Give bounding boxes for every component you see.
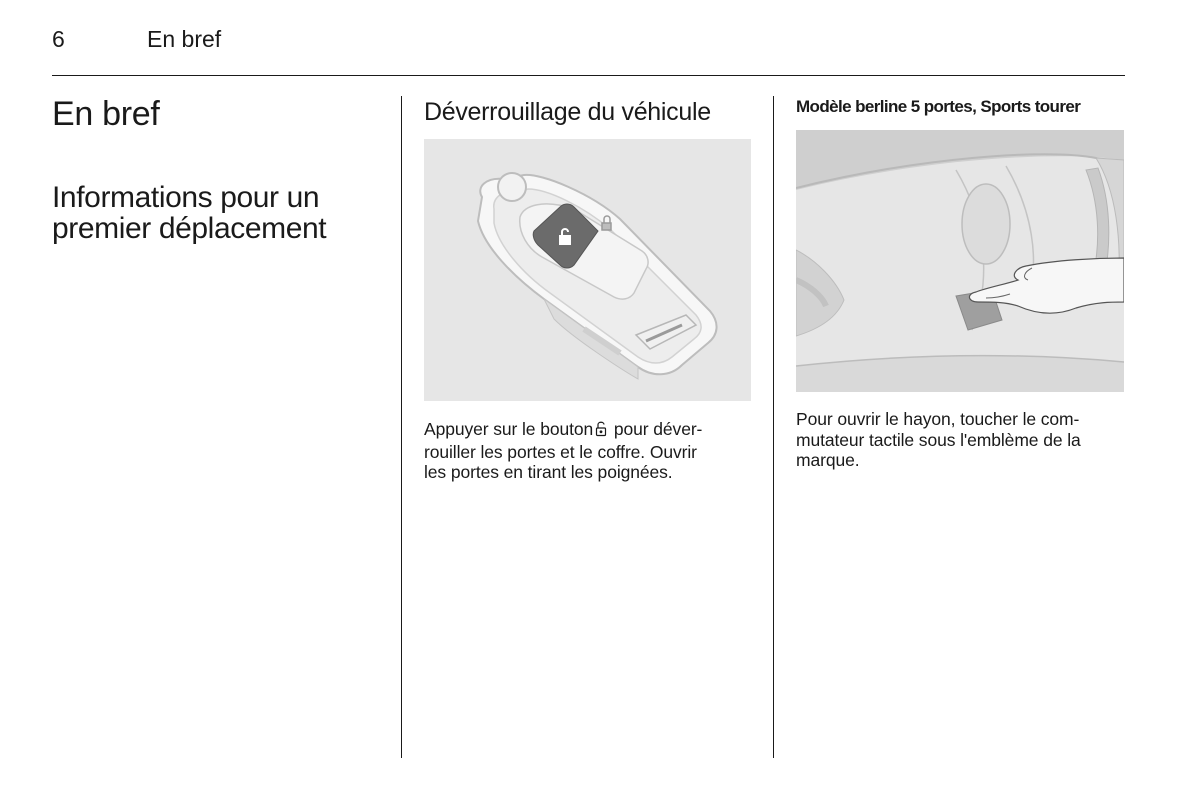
tailgate-instructions: Pour ouvrir le hayon, toucher le com- mutateur tactile sous l'emblème de la marque. (796, 409, 1081, 470)
section-title: Informations pour un premier déplacement (52, 181, 327, 245)
unlock-icon (595, 420, 607, 442)
key-fob-illustration (424, 139, 751, 401)
header-section-title: En bref (147, 26, 222, 52)
middle-column (424, 96, 754, 482)
right-column (796, 96, 1126, 470)
tailgate-illustration (796, 130, 1124, 392)
left-column (52, 96, 382, 244)
page-number: 6 (52, 26, 65, 52)
column-divider-1 (401, 96, 402, 758)
unlock-heading: Déverrouillage du véhicule (424, 98, 711, 126)
column-divider-2 (773, 96, 774, 758)
chapter-title: En bref (52, 95, 160, 133)
model-heading: Modèle berline 5 portes, Sports tourer (796, 97, 1081, 116)
unlock-instructions: Appuyer sur le bouton pour déver- rouiller les portes et le coffre. Ouvrir les portes en tirant les poignées. (424, 419, 703, 482)
header-rule (52, 75, 1125, 76)
